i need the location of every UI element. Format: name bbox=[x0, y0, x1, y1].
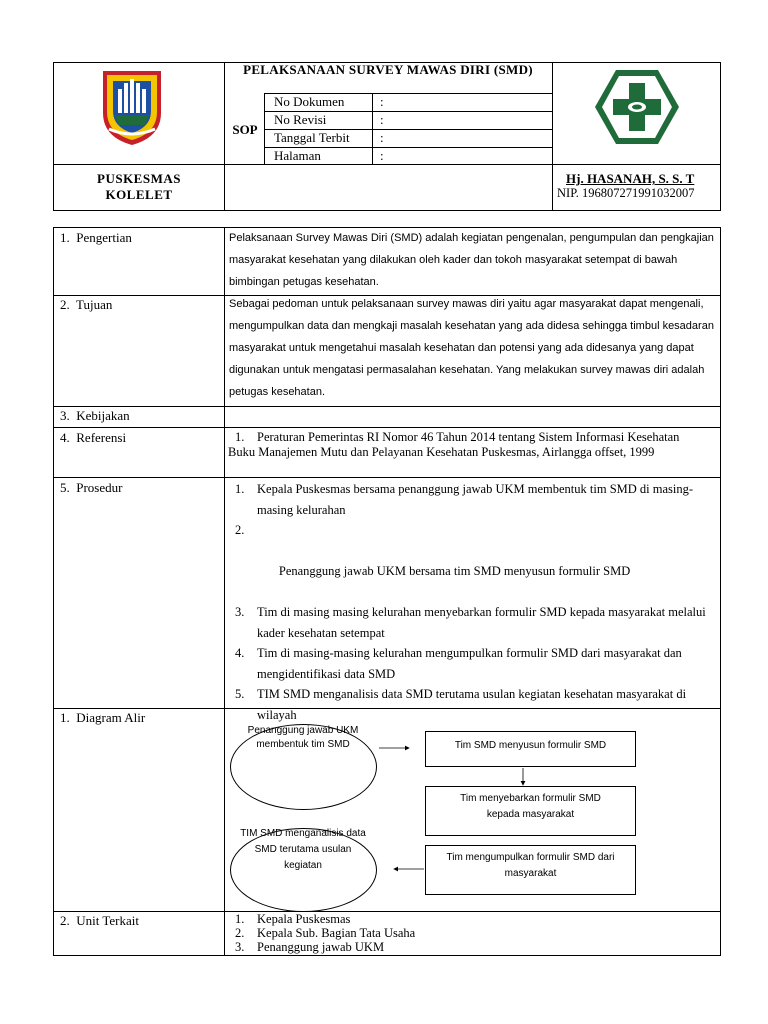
list-item-text: Tim di masing masing kelurahan menyebarkan formulir SMD kepada masyarakat melalui kader kesehatan setempat bbox=[257, 605, 706, 640]
list-item-number: 1. bbox=[235, 912, 245, 926]
list-item bbox=[229, 520, 713, 602]
list-item-text: Kepala Sub. Bagian Tata Usaha bbox=[257, 926, 416, 940]
field-no-dokumen-label: No Dokumen bbox=[274, 94, 345, 109]
list-item-text: TIM SMD menganalisis data SMD terutama usulan kegiatan kesehatan masyarakat di wilayah bbox=[257, 687, 687, 722]
list-item bbox=[229, 940, 717, 954]
field-halaman-value: : bbox=[380, 148, 384, 163]
field-no-dokumen-value: : bbox=[380, 94, 384, 109]
flow-node-end-text: TIM SMD menganalisis data SMD terutama usulan kegiatan bbox=[240, 828, 366, 871]
puskesmas-logo bbox=[592, 67, 682, 147]
flow-node-step2 bbox=[425, 731, 636, 767]
list-item-number: 1. bbox=[235, 482, 245, 496]
section-label-prosedur: 5. Prosedur bbox=[60, 480, 123, 495]
field-tanggal-terbit-label: Tanggal Terbit bbox=[274, 130, 350, 145]
flow-node-step4 bbox=[425, 845, 636, 895]
list-item-number: 2. bbox=[235, 523, 245, 537]
list-item-number: 3. bbox=[235, 605, 245, 619]
list-item-number: 4. bbox=[235, 646, 245, 660]
list-item bbox=[229, 479, 713, 520]
list-item bbox=[229, 912, 717, 926]
list-item-number: 3. bbox=[235, 940, 245, 954]
section-label-unit-terkait: 2. Unit Terkait bbox=[60, 913, 140, 928]
flow-node-step3-text: Tim menyebarkan formulir SMD kepada masyarakat bbox=[460, 793, 601, 820]
list-item bbox=[229, 602, 713, 643]
flow-node-start-text: Penanggung jawab UKM membentuk tim SMD bbox=[247, 725, 359, 750]
section-label-tujuan: 2. Tujuan bbox=[60, 297, 113, 312]
section-label-referensi: 4. Referensi bbox=[60, 430, 127, 445]
referensi-list bbox=[229, 430, 717, 459]
field-halaman-label: Halaman bbox=[274, 148, 321, 163]
document-title: PELAKSANAAN SURVEY MAWAS DIRI (SMD) bbox=[243, 62, 533, 77]
section-text-tujuan: Sebagai pedoman untuk pelaksanaan survey mawas diri yaitu agar masyarakat dapat mengenali, mengumpulkan data dan mengkaji masalah kesehatan yang ada didesa sehingga timbul kesadaran masyarakat untuk mengetahui masalah kesehatan dan potensi yang ada didesanya yang dapat digunakan untuk mengatasi permasalahan kesehatan. Yang melakukan survey mawas diri adalah petugas kesehatan. bbox=[229, 298, 714, 398]
list-item-text: Tim di masing-masing kelurahan mengumpulkan formulir SMD dari masyarakat dan mengidentifikasi data SMD bbox=[257, 646, 682, 681]
list-item-number: 5. bbox=[235, 687, 245, 701]
section-label-diagram-alir: 1. Diagram Alir bbox=[60, 710, 146, 725]
list-item-number: 2. bbox=[235, 926, 245, 940]
list-item-text: Penanggung jawab UKM bersama tim SMD menyusun formulir SMD bbox=[275, 564, 631, 578]
signatory-nip: NIP. 196807271991032007 bbox=[557, 186, 695, 200]
signatory-name: Hj. HASANAH, S. S. T bbox=[566, 171, 695, 186]
list-item bbox=[229, 643, 713, 684]
section-label-kebijakan: 3. Kebijakan bbox=[60, 408, 130, 423]
flow-node-step2-text: Tim SMD menyusun formulir SMD bbox=[454, 740, 607, 751]
list-item-text: Kepala Puskesmas bersama penanggung jawab UKM membentuk tim SMD di masing-masing kelurahan bbox=[257, 482, 694, 517]
regional-crest-logo bbox=[97, 67, 167, 147]
list-item-text: Kepala Puskesmas bbox=[257, 912, 351, 926]
organization-name: PUSKESMAS KOLELET bbox=[97, 171, 181, 202]
section-text-pengertian: Pelaksanaan Survey Mawas Diri (SMD) adalah kegiatan pengenalan, pengumpulan dan pengkajian masyarakat kesehatan yang dilakukan oleh kader dan tokoh masyarakat setempat di bawah bimbingan petugas kesehatan. bbox=[229, 232, 714, 288]
sop-label: SOP bbox=[232, 122, 258, 137]
list-item-text: Peraturan Pemerintas RI Nomor 46 Tahun 2014 tentang Sistem Informasi Kesehatan bbox=[257, 430, 680, 444]
flow-node-step4-text: Tim mengumpulkan formulir SMD dari masyarakat bbox=[446, 852, 615, 879]
prosedur-list bbox=[229, 479, 713, 725]
list-item-number: 1. bbox=[235, 430, 245, 444]
field-tanggal-terbit-value: : bbox=[380, 130, 384, 145]
list-item bbox=[229, 430, 717, 444]
flow-node-step3 bbox=[425, 786, 636, 836]
unit-terkait-list bbox=[229, 912, 717, 954]
referensi-extra: Buku Manajemen Mutu dan Pelayanan Kesehatan Puskesmas, Airlangga offset, 1999 bbox=[228, 445, 655, 459]
section-label-pengertian: 1. Pengertian bbox=[60, 230, 132, 245]
field-no-revisi-label: No Revisi bbox=[274, 112, 327, 127]
field-no-revisi-value: : bbox=[380, 112, 384, 127]
list-item-text: Penanggung jawab UKM bbox=[257, 940, 385, 954]
list-item bbox=[229, 926, 717, 940]
